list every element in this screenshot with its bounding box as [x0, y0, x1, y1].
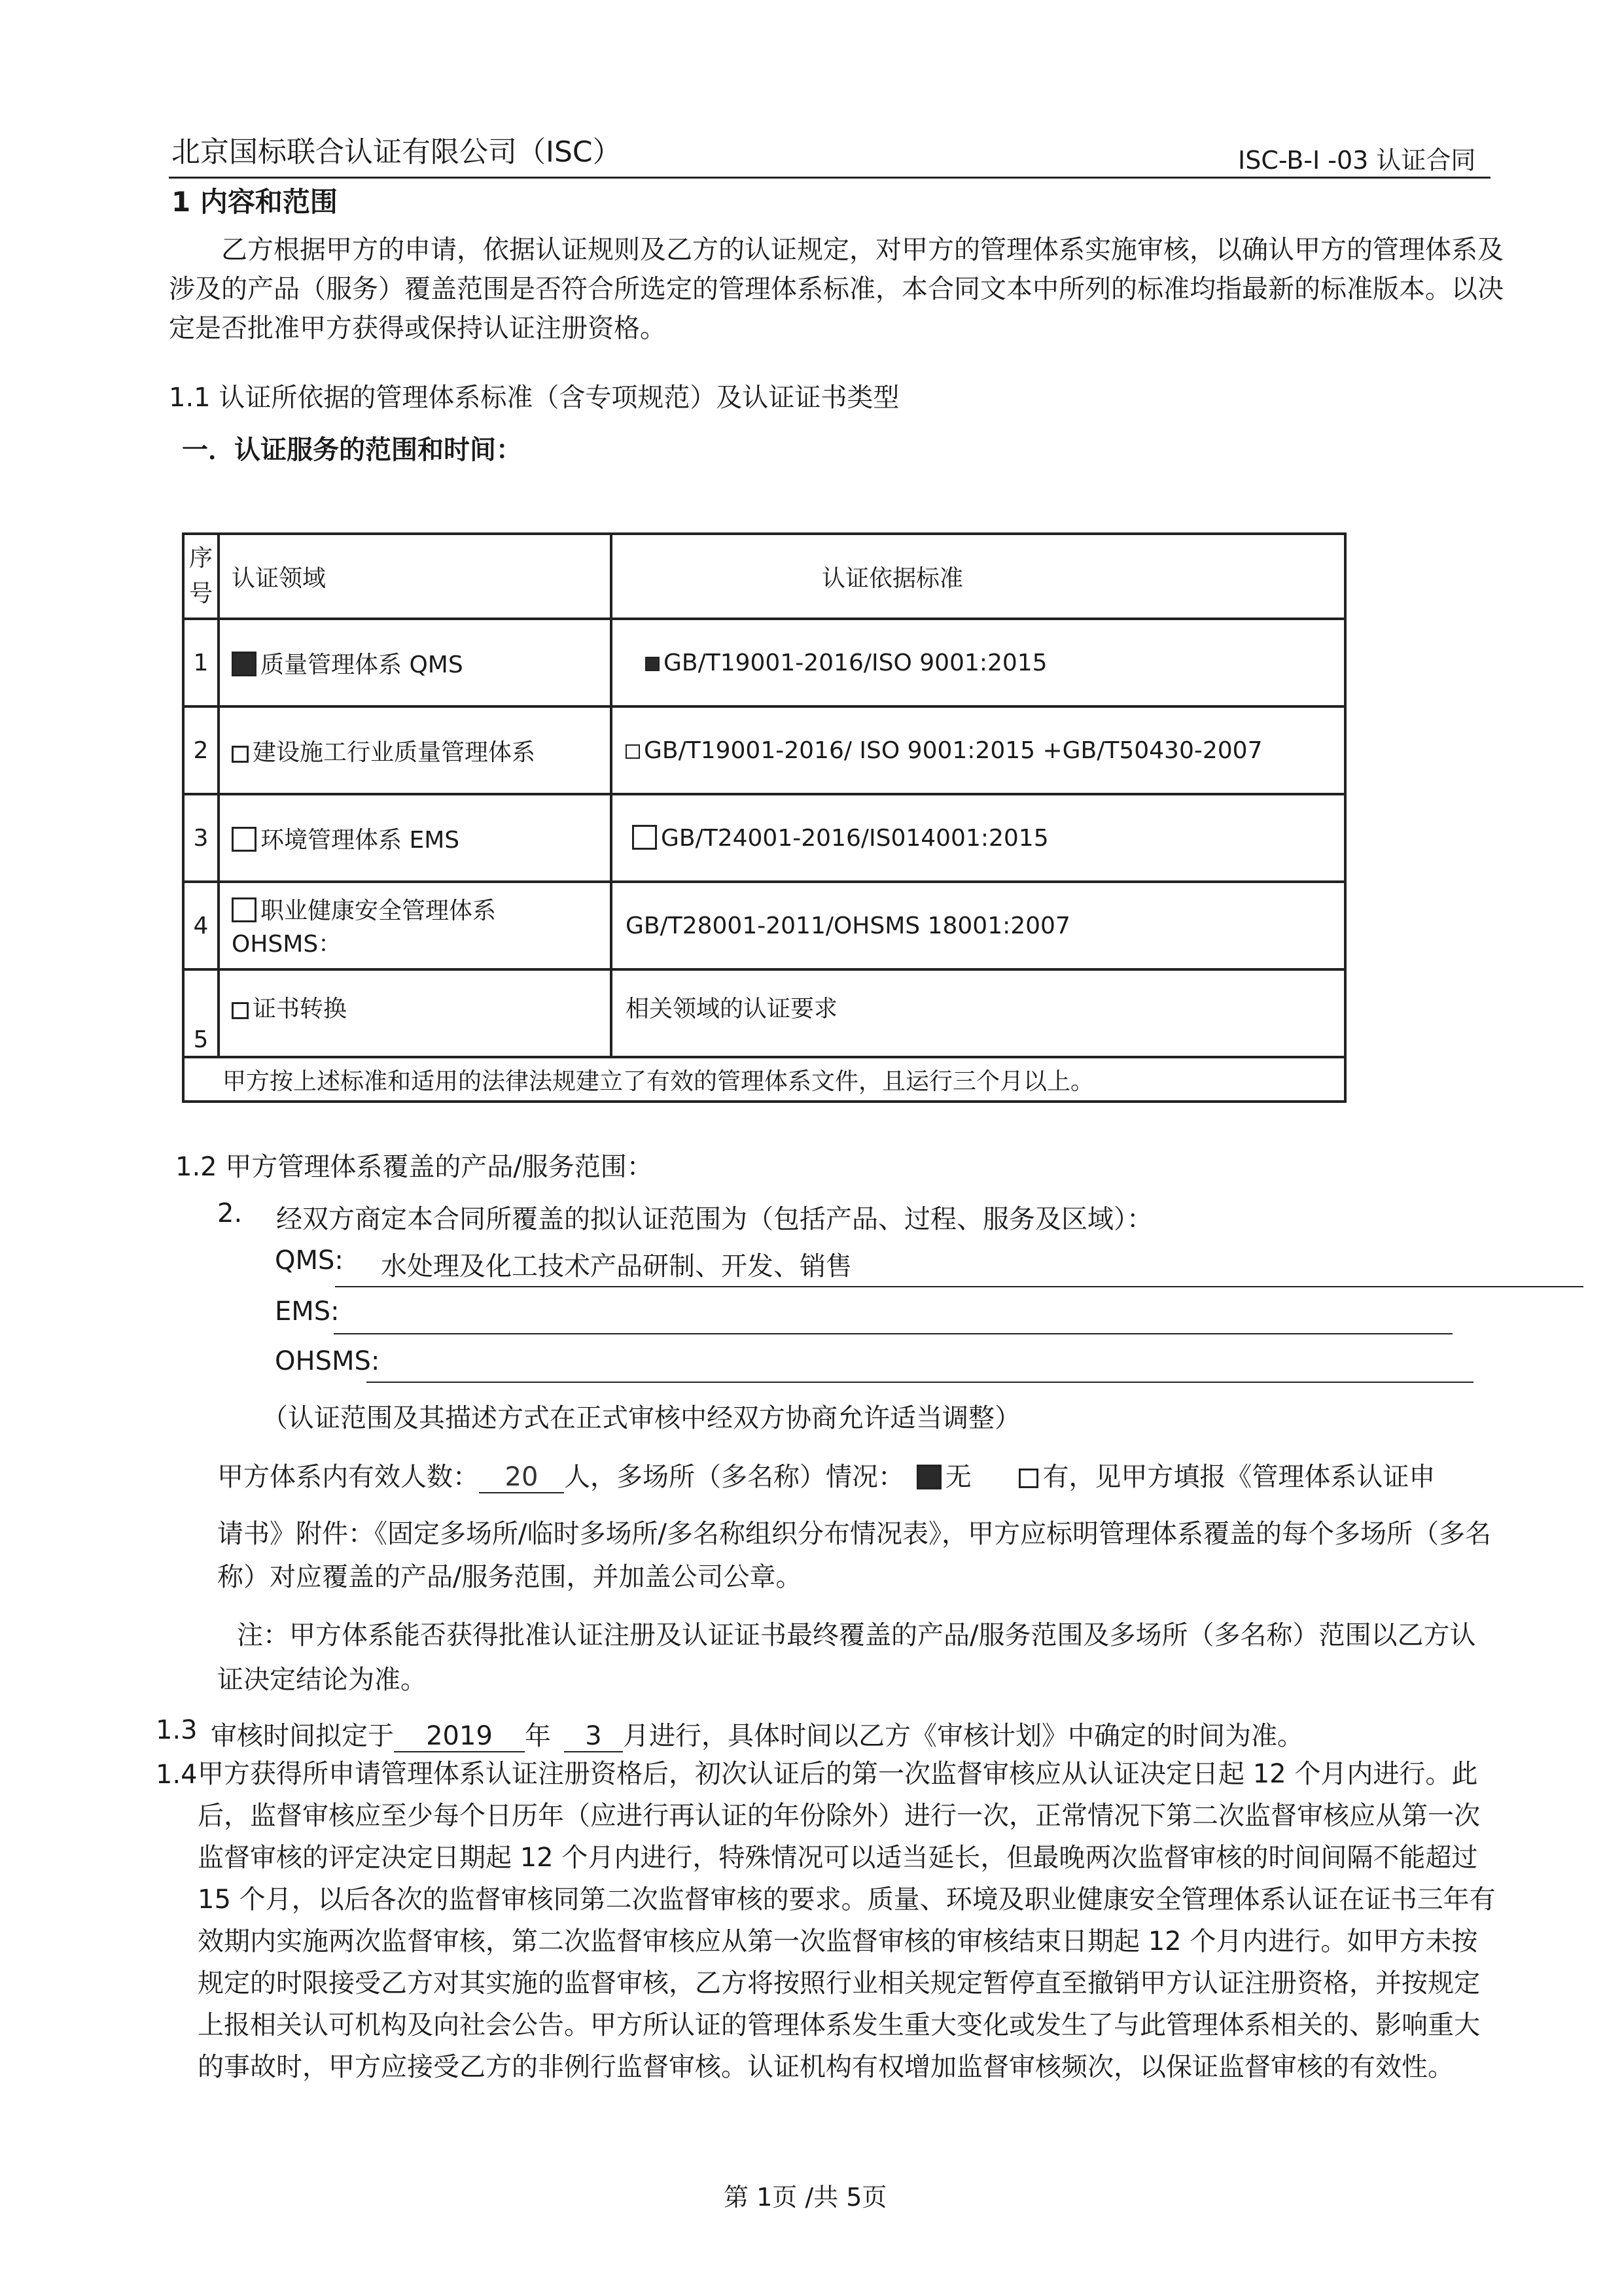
checkbox-empty-icon[interactable] — [232, 1002, 249, 1019]
subsection-1-1: 1.1 认证所依据的管理体系标准（含专项规范）及认证证书类型 — [169, 383, 900, 413]
row-standard: 相关领域的认证要求 — [611, 969, 1345, 1057]
scope-adjustment-note: （认证范围及其描述方式在正式审核中经双方协商允许适当调整） — [262, 1403, 1021, 1433]
table-row — [183, 794, 1345, 882]
row-number: 1 — [183, 619, 219, 706]
checkbox-empty-icon[interactable] — [632, 825, 657, 850]
row-field: 职业健康安全管理体系 OHSMS： — [219, 882, 611, 969]
row-field: 环境管理体系 EMS — [219, 794, 611, 882]
row-field: 证书转换 — [219, 969, 611, 1057]
item-number: 2. — [217, 1198, 243, 1228]
row-number: 4 — [183, 882, 219, 969]
checkbox-empty-icon[interactable] — [232, 746, 249, 763]
section-1-3-label: 1.3 — [156, 1715, 198, 1745]
document-code: ISC-B-I -03 认证合同 — [1238, 146, 1476, 175]
ohsms-label: OHSMS: — [275, 1346, 380, 1376]
certification-table — [182, 532, 1347, 1103]
header-standard: 认证依据标准 — [611, 534, 1345, 619]
ems-underline — [334, 1333, 1453, 1334]
qms-value: 水处理及化工技术产品研制、开发、销售 — [381, 1251, 852, 1281]
checkbox-checked-icon[interactable] — [232, 652, 256, 676]
table-row — [183, 969, 1345, 1057]
table-row — [183, 706, 1345, 794]
surveillance-paragraph: 甲方获得所申请管理体系认证注册资格后，初次认证后的第一次监督审核应从认证决定日起 12 个月内进行。此后，监督审核应至少每个日历年（应进行再认证的年份除外）进行一次，正常情况下第二次监督审核应从第一次监督审核的评定决定日期起 12 个月内进行，特殊情况可以适当延长，但最晚两次监督审核的时间间隔不能超过 15 个月，以后各次的监督审核同第二次监督审核的要求。质量、环境及职业健康安全管理体系认证在证书三年有效期内实施两次监督审核，第二次监督审核应从第一次监督审核的审核结束日期起 12 个月内进行。如甲方未按规定的时限接受乙方对其实施的监督审核，乙方将按照行业相关规定暂停直至撤销甲方认证注册资格，并按规定上报相关认可机构及向社会公告。甲方所认证的管理体系发生重大变化或发生了与此管理体系相关的、影响重大的事故时，甲方应接受乙方的非例行监督审核。认证机构有权增加监督审核频次，以保证监督审核的有效性。 — [198, 1759, 1496, 2082]
checkbox-empty-icon[interactable] — [232, 827, 256, 852]
company-name: 北京国标联合认证有限公司（ISC） — [171, 135, 622, 169]
row-standard: GB/T28001-2011/OHSMS 18001:2007 — [611, 882, 1345, 969]
ems-label: EMS: — [275, 1296, 340, 1327]
table-header-row — [183, 534, 1345, 619]
section-title: 1 内容和范围 — [171, 186, 338, 218]
row-field: 质量管理体系 QMS — [219, 619, 611, 706]
row-number: 2 — [183, 706, 219, 794]
qms-underline — [335, 1286, 1583, 1287]
row-number: 5 — [183, 969, 219, 1057]
row-standard: GB/T19001-2016/ ISO 9001:2015 +GB/T50430-2007 — [611, 706, 1345, 794]
header-field: 认证领域 — [219, 534, 611, 619]
option-yes-label: 有，见甲方填报《管理体系认证申 — [1042, 1462, 1436, 1492]
header-seq: 序号 — [183, 534, 219, 619]
page-number: 第 1页 /共 5页 — [724, 2183, 887, 2212]
row-field: 建设施工行业质量管理体系 — [219, 706, 611, 794]
audit-time-line: 审核时间拟定于 2019 年 3 月进行，具体时间以乙方《审核计划》中确定的时间为准。 — [211, 1721, 1303, 1751]
audit-year[interactable]: 2019 — [394, 1721, 525, 1752]
table-footer-row — [183, 1057, 1345, 1102]
table-row — [183, 619, 1345, 706]
subsection-scope-time: 一．认证服务的范围和时间： — [182, 435, 522, 465]
multi-site-paragraph: 请书》附件：《固定多场所/临时多场所/多名称组织分布情况表》，甲方应标明管理体系覆盖的每个多场所（多名称）对应覆盖的产品/服务范围，并加盖公司公章。 — [217, 1519, 1491, 1592]
scope-item-text: 经双方商定本合同所覆盖的拟认证范围为（包括产品、过程、服务及区域）： — [276, 1204, 1153, 1234]
intro-paragraph: 乙方根据甲方的申请，依据认证规则及乙方的认证规定，对甲方的管理体系实施审核，以确认甲方的管理体系及涉及的产品（服务）覆盖范围是否符合所选定的管理体系标准，本合同文本中所列的标准均指最新的标准版本。以决定是否批准甲方获得或保持认证注册资格。 — [169, 235, 1504, 343]
note-paragraph: 注：甲方体系能否获得批准认证注册及认证证书最终覆盖的产品/服务范围及多场所（多名称）范围以乙方认证决定结论为准。 — [217, 1620, 1476, 1695]
header-rule — [169, 177, 1491, 179]
table-row — [183, 882, 1345, 969]
audit-month[interactable]: 3 — [564, 1721, 623, 1752]
checkbox-empty-icon[interactable] — [1019, 1469, 1038, 1488]
ohsms-underline — [366, 1382, 1474, 1383]
row-number: 3 — [183, 794, 219, 882]
qms-label: QMS: — [275, 1245, 344, 1276]
staff-line: 甲方体系内有效人数： 20 人，多场所（多名称）情况： 无 有，见甲方填报《管理体系认证申 — [217, 1462, 1436, 1492]
staff-count[interactable]: 20 — [479, 1462, 564, 1493]
option-none-label: 无 — [945, 1462, 972, 1492]
table-footer-note: 甲方按上述标准和适用的法律法规建立了有效的管理体系文件，且运行三个月以上。 — [183, 1057, 1345, 1102]
checkbox-checked-icon[interactable] — [645, 657, 660, 671]
row-standard: GB/T24001-2016/IS014001:2015 — [611, 794, 1345, 882]
section-1-4-label: 1.4 — [156, 1760, 198, 1790]
subsection-1-2: 1.2 甲方管理体系覆盖的产品/服务范围： — [175, 1152, 653, 1182]
checkbox-empty-icon[interactable] — [626, 744, 640, 759]
checkbox-checked-icon[interactable] — [917, 1465, 942, 1489]
checkbox-empty-icon[interactable] — [232, 897, 256, 922]
row-standard: GB/T19001-2016/ISO 9001:2015 — [611, 619, 1345, 706]
